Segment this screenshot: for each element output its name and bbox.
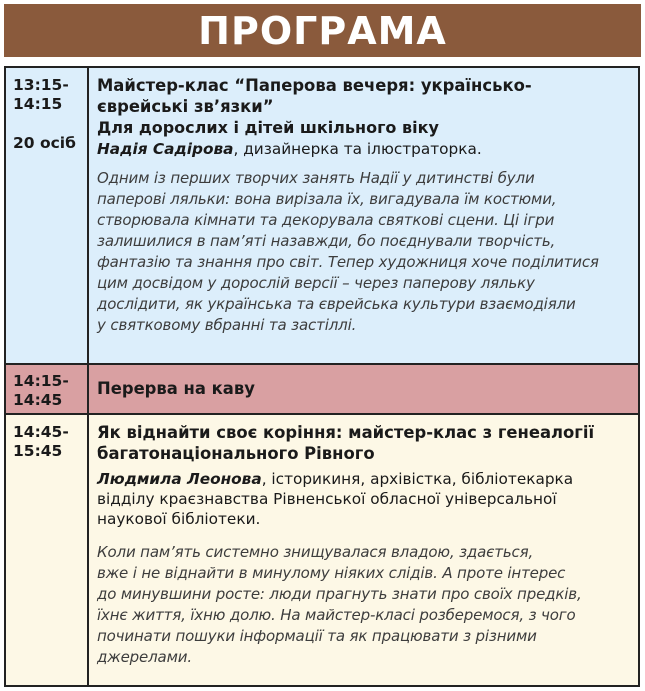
session-speaker xyxy=(97,139,632,159)
description-line: Коли пам’ять системно знищувалася владою, здається, xyxy=(97,543,534,561)
speaker-role: відділу краєзнавства Рівненської обласної універсальної xyxy=(97,490,557,508)
time-end: 15:45 xyxy=(13,442,63,460)
time-end: 14:15 xyxy=(13,95,63,113)
program-table xyxy=(4,66,640,687)
description-line: фантазію та знання про світ. Тепер художниця хоче поділитися xyxy=(97,253,599,271)
description-line: починати пошуки інформації та як працювати з різними xyxy=(97,627,537,645)
session-description xyxy=(97,168,632,336)
time-end: 14:45 xyxy=(13,391,63,409)
session-speaker xyxy=(97,469,632,529)
description-line: залишилися в пам’яті назавжди, бо поєднували творчість, xyxy=(97,232,556,250)
description-line: паперові ляльки: вона вирізала їх, вигадувала їм костюми, xyxy=(97,190,557,208)
time-start: 14:45- xyxy=(13,423,69,441)
session-description xyxy=(97,542,632,668)
time-start: 14:15- xyxy=(13,372,69,390)
session-title xyxy=(97,422,632,464)
speaker-role: , дизайнерка та ілюстраторка. xyxy=(233,140,482,158)
session-row xyxy=(5,67,639,364)
session-title xyxy=(97,75,632,117)
session-title-line: єврейські зв’язки” xyxy=(97,97,274,116)
description-line: створювала кімнати та декорувала святкові сцени. Ці ігри xyxy=(97,211,555,229)
break-content xyxy=(88,364,639,414)
session-audience: Для дорослих і дітей шкільного віку xyxy=(97,118,439,137)
speaker-name: Людмила Леонова xyxy=(97,470,262,488)
description-line: вже і не віднайти в минулому ніяких слідів. А проте інтерес xyxy=(97,564,566,582)
description-line: їхнє життя, їхню долю. На майстер-класі розберемося, з чого xyxy=(97,606,576,624)
description-line: джерелами. xyxy=(97,648,192,666)
session-time xyxy=(5,414,88,686)
session-capacity: 20 осіб xyxy=(13,134,76,152)
session-title-line: багатонаціонального Рівного xyxy=(97,444,375,463)
speaker-role: наукової бібліотеки. xyxy=(97,510,261,528)
description-line: до минувшини росте: люди прагнуть знати про своїх предків, xyxy=(97,585,582,603)
session-content xyxy=(88,67,639,364)
program-banner xyxy=(4,4,641,57)
session-row xyxy=(5,414,639,686)
page-title: ПРОГРАМА xyxy=(198,8,447,53)
description-line: цим досвідом у дорослій версії – через паперову ляльку xyxy=(97,274,535,292)
description-line: у святковому вбранні та застіллі. xyxy=(97,316,357,334)
time-start: 13:15- xyxy=(13,76,69,94)
description-line: дослідити, як українська та єврейська культури взаємодіяли xyxy=(97,295,576,313)
session-title-line: Майстер-клас “Паперова вечеря: українсько- xyxy=(97,76,532,95)
session-title-line: Як віднайти своє коріння: майстер-клас з генеалогії xyxy=(97,423,595,442)
speaker-role: , історикиня, архівістка, бібліотекарка xyxy=(261,470,574,488)
break-time xyxy=(5,364,88,414)
break-title: Перерва на каву xyxy=(97,379,255,398)
speaker-name: Надія Садірова xyxy=(97,140,234,158)
session-time xyxy=(5,67,88,364)
description-line: Одним із перших творчих занять Надії у дитинстві були xyxy=(97,169,535,187)
break-row xyxy=(5,364,639,414)
session-content xyxy=(88,414,639,686)
